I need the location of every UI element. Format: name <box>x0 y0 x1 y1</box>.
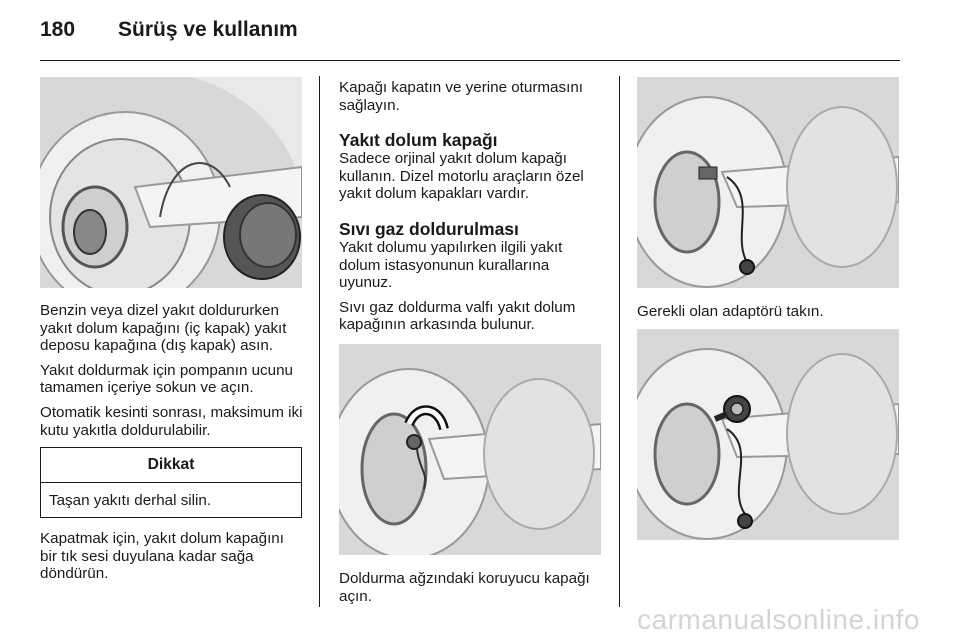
column-1-closing-text <box>40 530 304 590</box>
page-number: 180 <box>40 18 76 41</box>
caution-title: Dikkat <box>41 448 301 483</box>
column-1-text <box>40 302 304 446</box>
paragraph-lpg-valve-location: Sıvı gaz doldurma valfı yakıt dolum kapağının arkasında bulunur. <box>339 298 576 334</box>
page-title: Sürüş ve kullanım <box>118 18 298 41</box>
column-2-text <box>339 79 603 341</box>
heading-fuel-cap: Yakıt dolum kapağı <box>339 130 498 151</box>
heading-lpg-filling: Sıvı gaz doldurulması <box>339 218 519 239</box>
protective-cap-illustration <box>339 344 601 555</box>
adapter-attached-illustration <box>637 329 899 540</box>
paragraph-close-cap: Kapatmak için, yakıt dolum kapağını bir tık sesi duyulana kadar sağa döndürün. <box>40 530 284 583</box>
header-rule <box>40 60 900 61</box>
fuel-cap-hanging-illustration <box>40 77 302 288</box>
paragraph-close-lid: Kapağı kapatın ve yerine oturmasını sağlayın. <box>339 79 583 114</box>
caption-attach-adapter: Gerekli olan adaptörü takın. <box>637 303 824 320</box>
paragraph-original-cap: Sadece orjinal yakıt dolum kapağı kullanın. Dizel motorlu araçların özel yakıt dolum kapakları vardır. <box>339 150 584 203</box>
caption-open-protective-cap: Doldurma ağzındaki koruyucu kapağı açın. <box>339 570 590 605</box>
paragraph-insert-nozzle: Yakıt doldurmak için pompanın ucunu tamamen içeriye sokun ve açın. <box>40 361 293 397</box>
adapter-removed-illustration <box>637 77 899 288</box>
paragraph-auto-cutoff: Otomatik kesinti sonrası, maksimum iki kutu yakıtla doldurulabilir. <box>40 403 303 439</box>
column-divider-right <box>619 76 620 607</box>
column-3-caption <box>637 303 901 328</box>
page-header <box>40 18 298 42</box>
column-divider-left <box>319 76 320 607</box>
caution-box <box>40 447 302 518</box>
column-2-caption <box>339 570 605 612</box>
watermark: carmanualsonline.info <box>637 604 920 635</box>
caution-body: Taşan yakıtı derhal silin. <box>49 492 212 509</box>
paragraph-hang-cap: Benzin veya dizel yakıt doldururken yakıt dolum kapağını (iç kapak) yakıt deposu kapağına (dış kapak) asın. <box>40 302 287 355</box>
paragraph-lpg-rules: Yakıt dolumu yapılırken ilgili yakıt dolum istasyonunun kurallarına uyunuz. <box>339 238 563 292</box>
